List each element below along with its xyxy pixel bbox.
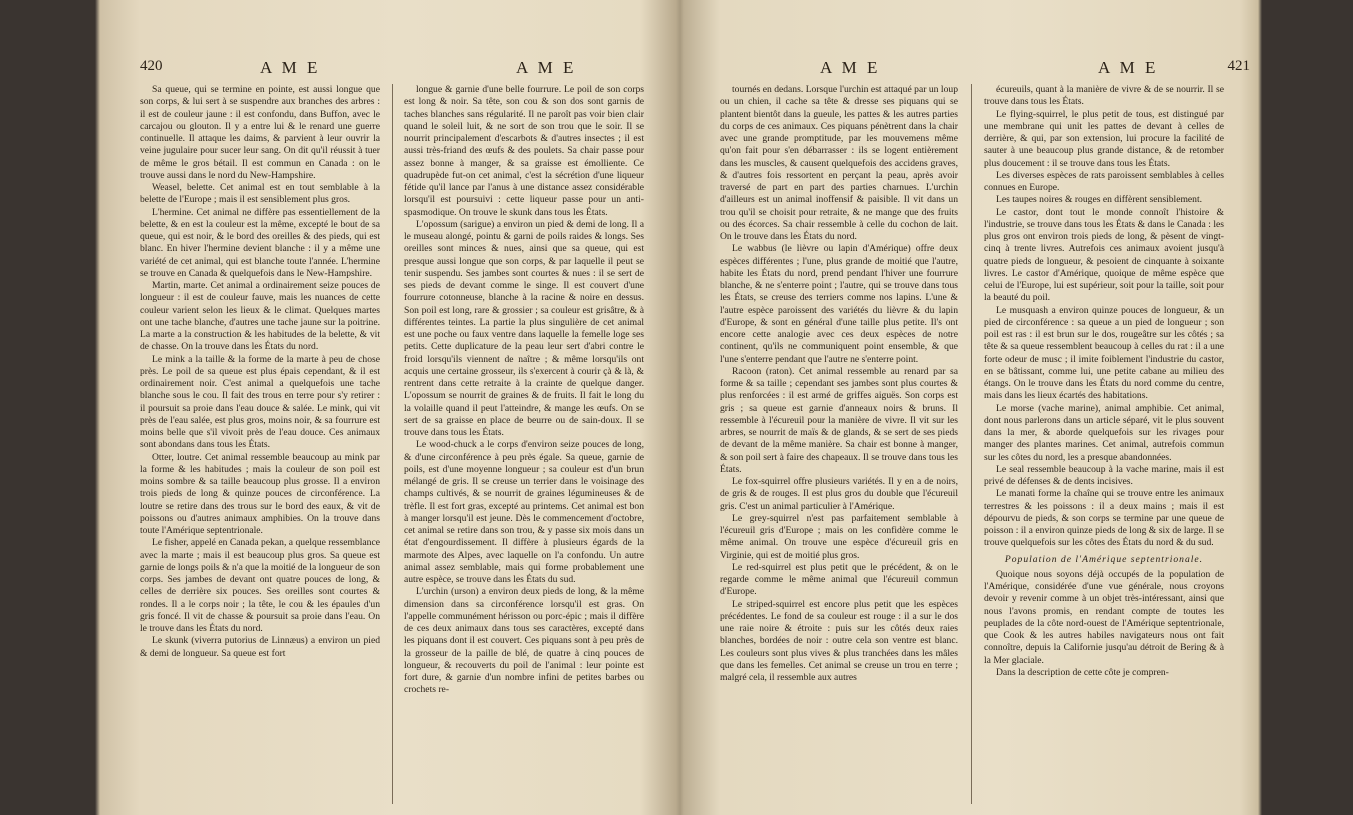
paragraph: tournés en dedans. Lorsque l'urchin est attaqué par un loup ou un chien, il cache sa tête & dresse ses piquans qui se plantent bientôt dans la gueule, les pattes & les autres parties du corps de ces animaux. Ces piquans pénètrent dans la chair avec une grande promptitude, par les mouvemens même qu'on fait pour s'en débarrasser : ils se logent entièrement dans les muscles, & causent quelquefois des accidens graves, & d'autres fois ressortent en perçant la peau, après avoir traversé de part en part des parties charnues. L'urchin d'ailleurs est un animal inoffensif & paisible. Il vit dans un trou qu'il se choisit pour retraite, & ne mange que des fruits ou des écorces. Sa chair ressemble à celle du cochon de lait. On le trouve dans les États du nord. bbox=[720, 84, 958, 242]
paragraph: Quoique nous soyons déjà occupés de la population de l'Amérique, considérée d'une vue générale, nous croyons devoir y revenir comme à un objet très-intéressant, ainsi que nous l'avons promis, en rendant compte de toutes les peuplades de la côte nord-ouest de l'Amérique septentrionale, que Cook & les autres habiles navigateurs nous ont fait connoître, depuis la Californie jusqu'au détroit de Bering & à la Mer glaciale. bbox=[984, 568, 1224, 666]
text-column-1 bbox=[140, 84, 380, 808]
page-number: 420 bbox=[140, 58, 163, 74]
right-page bbox=[690, 40, 1250, 810]
left-page bbox=[140, 40, 664, 810]
page-number: 421 bbox=[1227, 58, 1250, 74]
paragraph: Le wabbus (le lièvre ou lapin d'Amérique) offre deux espèces différentes ; l'une, plus grande de moitié que l'autre, habite les États du nord, prend pendant l'hiver une fourrure blanche, & ne s'enterre point ; l'autre, qui se trouve dans tous les États, se creuse des terriers comme nos lapins. L'une & l'autre espèce paroissent des variétés du lièvre & du lapin d'Europe, & sont en général d'une taille plus petite. Il's ont encore cette analogie avec ces deux espèces de notre continent, qu'ils ne communiquent point ensemble, & que l'une s'enterre pendant que l'autre ne s'enterre point. bbox=[720, 243, 958, 365]
paragraph: Le fox-squirrel offre plusieurs variétés. Il y en a de noirs, de gris & de rouges. Il est plus gros du double que l'écureuil gris. C'est un animal particulier à l'Amérique. bbox=[720, 476, 958, 512]
paragraph: L'hermine. Cet animal ne diffère pas essentiellement de la belette, & en est la couleur est la même, excepté le bout de sa queue, qui est noir, & le bord des oreilles & des pieds, qui est blanc. En hiver l'hermine devient blanche : il y a même une variété de cet animal, qui est blanche toute l'année. L'hermine se trouve en Canada & quelquefois dans le New-Hampshire. bbox=[140, 206, 380, 279]
text-column-2 bbox=[404, 84, 644, 808]
paragraph: écureuils, quant à la manière de vivre & de se nourrir. Il se trouve dans tous les États. bbox=[984, 84, 1224, 108]
paragraph: Sa queue, qui se termine en pointe, est aussi longue que son corps, & lui sert à se suspendre aux branches des arbres : il est de couleur jaune : il est confondu, dans Buffon, avec le carcajou ou glouton. Il y a entre lui & le renard une guerre continuelle. Il attaque les daims, & parvient à leur ouvrir la veine jugulaire pour sucer leur sang. On dit qu'il réussit à tuer de même le gros bétail. Il est commun en Canada : on le trouve aussi dans le nord du New-Hampshire. bbox=[140, 84, 380, 181]
paragraph: Le flying-squirrel, le plus petit de tous, est distingué par une membrane qui unit les pattes de devant à celles de derrière, & qui, par son extension, lui procure la facilité de sauter à une beaucoup plus grande distance, & de retomber plus doucement : il se trouve dans tous les États. bbox=[984, 108, 1224, 169]
paragraph: Otter, loutre. Cet animal ressemble beaucoup au mink par la forme & les habitudes ; mais la couleur de son poil est moins sombre & sa taille beaucoup plus grosse. Il a environ trois pieds de long & quinze pouces de circonférence. La loutre se retire dans des trous sur le bord des eaux, & vit de poissons ou d'autres animaux amphibies. On la trouve dans toute l'Amérique septentrionale. bbox=[140, 451, 380, 536]
paragraph: Racoon (raton). Cet animal ressemble au renard par sa forme & sa taille ; cependant ses jambes sont plus courtes & plus renforcées : il est armé de griffes aiguës. Son corps est gris ; sa queue est garnie d'anneaux noirs & bruns. Il ressemble à l'écureuil pour la manière de vivre. Il vit sur les arbres, se nourrit de maïs & de glands, & se sert de ses pieds de devant de la même manière. Sa chair est bonne à manger, & son poil sert à faire des chapeaux. Il se trouve dans tous les États. bbox=[720, 365, 958, 475]
paragraph: Dans la description de cette côte je compren- bbox=[996, 666, 1169, 678]
paragraph: Le mink a la taille & la forme de la marte à peu de chose près. Le poil de sa queue est plus épais cependant, & il est ordinairement noir. C'est animal a quelquefois une tache blanche sous le cou. Il fait des trous en terre pour s'y retirer : il poursuit sa proie dans l'eau douce & salée. Le mink, qui vit près de l'eau salée, est plus gros, moins noir, & sa fourrure est moins belle que s'il vivoit près de l'eau douce. Ces animaux sont abondans dans tous les États. bbox=[140, 353, 380, 451]
paragraph: Le grey-squirrel n'est pas parfaitement semblable à l'écureuil gris d'Europe ; mais on les confidère comme le même animal. On trouve une espèce d'écureuil gris en Virginie, qui est de moitié plus gros. bbox=[720, 512, 958, 561]
paragraph: L'opossum (sarigue) a environ un pied & demi de long. Il a le museau alongé, pointu & garni de poils raides & longs. Ses oreilles sont minces & nues, ainsi que sa queue, qui est presque aussi longue que son corps, & par laquelle il peut se tenir suspendu. Ses jambes sont courtes & nues : il se sert de ses pieds de devant comme le singe. Il est couvert d'une fourrure cotonneuse, blanche à la racine & noire en dessus. Son poil est long, rare & grossier ; sa couleur est grisâtre, & à différentes teintes. La partie la plus singulière de cet animal est une poche ou faux ventre dans laquelle la femelle loge ses petits. Cette duplicature de la peau leur sert d'abri contre le froid lorsqu'ils viennent de naître ; & même lorsqu'ils ont acquis une certaine grosseur, ils s'exercent à courir çà & là, & rentrent dans cette retraite à la crainte de quelque danger. L'opossum se nourrit de graines & de fruits. Il fait le long du la volaille quand il peut l'atteindre, & mange les œufs. On se sert de sa graisse en place de beurre ou de sain-doux. Il se trouve dans tous les États. bbox=[404, 218, 644, 438]
paragraph: Le manati forme la chaîne qui se trouve entre les animaux terrestres & les poissons : il a deux mains ; mais il est dépourvu de pieds, & son corps se termine par une queue de poisson : il a environ quinze pieds de long & six de large. Il se trouve quelquefois sur les côtes des États du nord & du sud. bbox=[984, 488, 1224, 549]
paragraph: Le castor, dont tout le monde connoît l'histoire & l'industrie, se trouve dans tous les États & dans le Canada : les plus gros ont environ trois pieds de long, & pèsent de vingt-cinq à trente livres. Autrefois ces animaux avoient jusqu'à quatre pieds de longueur, & pesoient de cinquante à soixante livres. Le castor d'Amérique, quoique de même espèce que celui de l'Europe, lui est supérieur, soit pour la taille, soit pour la beauté du poil. bbox=[984, 206, 1224, 304]
running-head-right-page bbox=[690, 58, 1250, 80]
running-head-left-page bbox=[140, 58, 664, 80]
paragraph: Les diverses espèces de rats paroissent semblables à celles connues en Europe. bbox=[984, 169, 1224, 193]
paragraph: Le wood-chuck a le corps d'environ seize pouces de long, & d'une circonférence à peu près égale. Sa queue, garnie de poils, est d'une moyenne longueur ; sa couleur est d'un brun mélangé de gris. Il se creuse un terrier dans le voisinage des champs cultivés, & se nourrit de graines légumineuses & de trèfle. Il est fort gras, excepté au printems. Cet animal est bon à manger lorsqu'il est jeune. Dès le commencement d'octobre, cet animal se retire dans son trou, & y passe six mois dans un état d'engourdissement. Il diffère à plusieurs égards de la marmote des Alpes, avec laquelle on l'a confondu. Un autre animal assez semblable, mais qui forme probablement une autre espèce, se trouve dans les États du sud. bbox=[404, 439, 644, 585]
paragraph: Le seal ressemble beaucoup à la vache marine, mais il est privé de défenses & de dents incisives. bbox=[984, 463, 1224, 487]
paragraph: Le morse (vache marine), animal amphibie. Cet animal, dont nous parlerons dans un article séparé, vit le plus souvent dans la mer, & aborde quelquefois sur les rivages pour manger des plantes marines. Cet animal, autrefois commun sur les côtes du nord, les a presque abandonnées. bbox=[984, 402, 1224, 463]
paragraph: L'urchin (urson) a environ deux pieds de long, & la même dimension dans sa circonférence lorsqu'il est gras. On l'appelle communément hérisson ou porc-épic ; mais il diffère de ces deux animaux dans tous ses caractères, excepté dans les piquans dont il est couvert. Ces piquans sont à peu près de la grosseur de la paille de blé, de quatre à cinq pouces de longueur, & recouverts du poil de l'animal : leur pointe est fort dure, & garnie d'un nombre infini de petites barbes ou crochets re- bbox=[404, 586, 644, 696]
text-column-1 bbox=[720, 84, 958, 808]
headword: A M E bbox=[1098, 58, 1159, 77]
headword: A M E bbox=[820, 58, 881, 77]
paragraph: Martin, marte. Cet animal a ordinairement seize pouces de longueur : il est de couleur fauve, mais les nuances de cette couleur varient selon les lieux & le climat. Quelques martes ont une tache blanche, d'autres une tache jaune sur la poitrine. La marte a la construction & les habitudes de la belette, & vit de chasse. On la trouve dans les États du nord. bbox=[140, 280, 380, 353]
column-rule bbox=[971, 84, 972, 804]
section-heading: Population de l'Amérique septentrionale. bbox=[1004, 553, 1204, 565]
paragraph: longue & garnie d'une belle fourrure. Le poil de son corps est long & noir. Sa tête, son cou & son dos sont garnis de taches blanches sans régularité. Il ne paroît pas voir bien clair quand le soleil luit, & ne sort de son trou que le soir. Il se nourrit principalement d'escarbots & d'autres insectes ; il est aussi très-friand des œufs & des poulets. Sa chair passe pour assez bonne à manger, & sa graisse est émolliente. Ce quadrupède fut-on cet animal, c'est la sécrétion d'une liqueur fétide qu'il lance par l'anus à une distance assez considérable lorsqu'il est poursuivi : cette liqueur passe pour un anti-spasmodique. On trouve le skunk dans tous les États. bbox=[404, 84, 644, 218]
paragraph: Le musquash a environ quinze pouces de longueur, & un pied de circonférence : sa queue a un pied de longueur ; son poil est ras : il est brun sur le dos, rougeâtre sur les côtés ; sa tête & sa queue ressemblent beaucoup à celles du rat : il a une forte odeur de musc ; il imite foiblement l'industrie du castor, en se bâtissant, comme lui, une petite cabane au milieu des étangs. On le trouve dans les États du nord comme du centre, mais dans les lieux écartés des habitations. bbox=[984, 304, 1224, 402]
paragraph: Les taupes noires & rouges en diffèrent sensiblement. bbox=[996, 194, 1203, 206]
headword: A M E bbox=[260, 58, 321, 77]
text-column-2 bbox=[984, 84, 1224, 808]
paragraph: Le red-squirrel est plus petit que le précédent, & on le regarde comme le même animal que l'écureuil commun d'Europe. bbox=[720, 561, 958, 598]
paragraph: Le fisher, appelé en Canada pekan, a quelque ressemblance avec la marte ; mais il est beaucoup plus gros. Sa queue est garnie de longs poils & n'a que la moitié de la longueur de son corps. Ses jambes de devant ont quatre pouces de long, & celles de derrière six pouces. Ses oreilles sont courtes & rondes. Il a le corps noir ; la tête, le cou & les épaules d'un gris foncé. Il vit de chasse & poursuit sa proie dans l'eau. On le trouve dans les États du nord. bbox=[140, 537, 380, 634]
column-rule bbox=[392, 84, 393, 804]
paragraph: Weasel, belette. Cet animal est en tout semblable à la belette de l'Europe ; mais il est sensiblement plus gros. bbox=[140, 182, 380, 206]
paragraph: Le striped-squirrel est encore plus petit que les espèces précédentes. Le fond de sa couleur est rouge : il a sur le dos une raie noire & étroite : puis sur les côtés deux raies blanches, bordées de noir : outre cela son ventre est blanc. Les couleurs sont plus vives & plus tranchées dans les mâles que dans les femelles. Cet animal se creuse un trou en terre ; malgré cela, il ressemble aux autres bbox=[720, 598, 958, 683]
paragraph: Le skunk (viverra putorius de Linnæus) a environ un pied & demi de longueur. Sa queue est fort bbox=[140, 635, 380, 659]
headword: A M E bbox=[516, 58, 577, 77]
